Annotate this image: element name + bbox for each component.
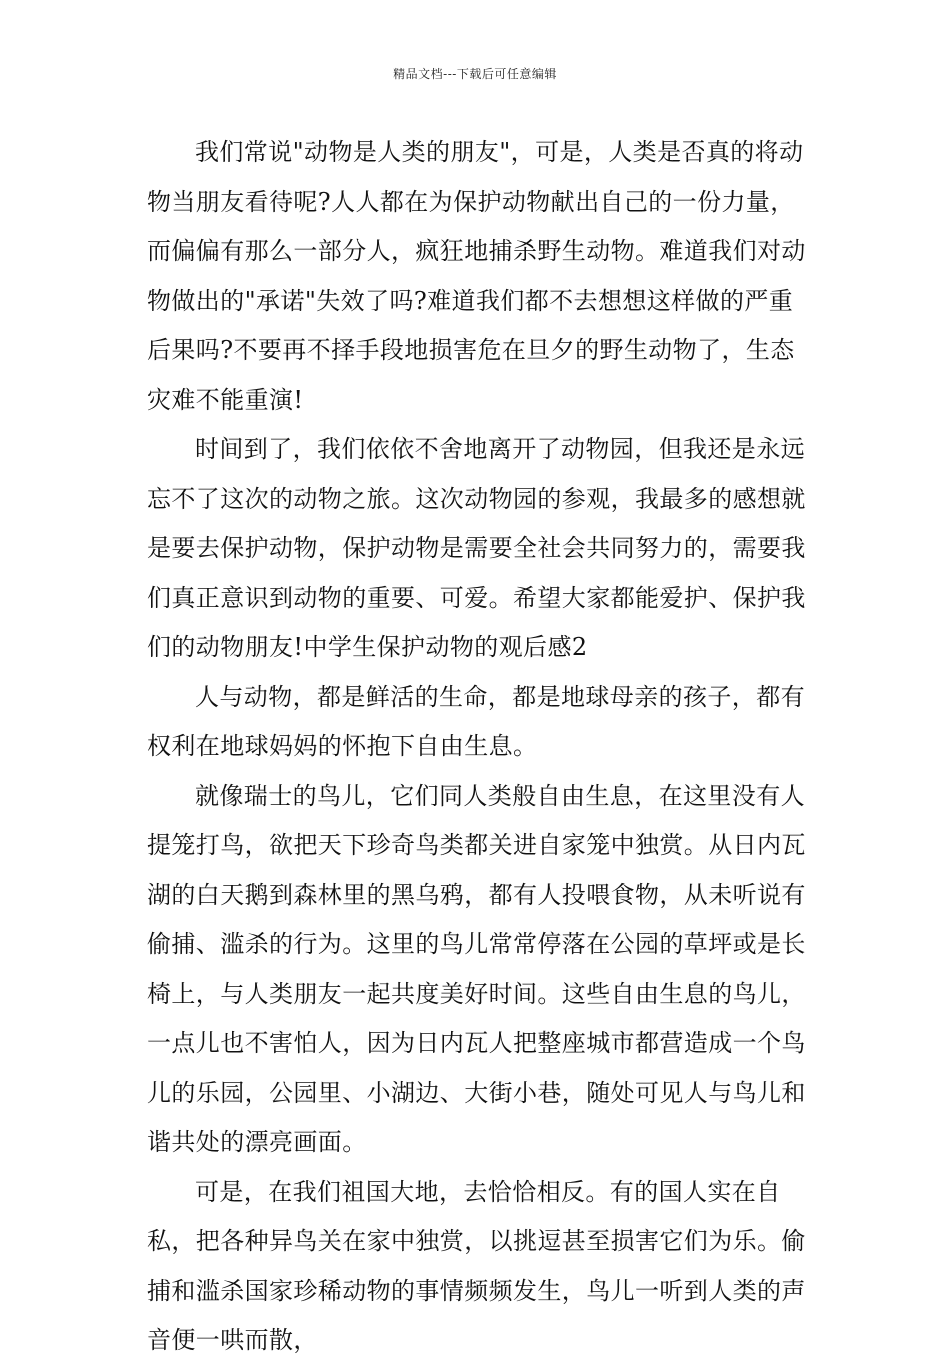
paragraph: 时间到了，我们依依不舍地离开了动物园，但我还是永远忘不了这次的动物之旅。这次动物园的参观，我最多的感想就是要去保护动物，保护动物是需要全社会共同努力的，需要我们真正意识到动物的重要、可爱。希望大家都能爱护、保护我们的动物朋友!中学生保护动物的观后感2 [147,435,806,661]
paragraph: 可是，在我们祖国大地，去恰恰相反。有的国人实在自私，把各种异鸟关在家中独赏，以挑逗甚至损害它们为乐。偷捕和滥杀国家珍稀动物的事情频频发生，鸟儿一听到人类的声音便一哄而散， [147,1177,806,1354]
paragraph: 人与动物，都是鲜活的生命，都是地球母亲的孩子，都有权利在地球妈妈的怀抱下自由生息。 [147,682,805,760]
page-header: 精品文档---下载后可任意编辑 [393,67,557,81]
document-body [147,128,815,1366]
paragraph: 就像瑞士的鸟儿，它们同人类般自由生息，在这里没有人提笼打鸟，欲把天下珍奇鸟类都关进自家笼中独赏。从日内瓦湖的白天鹅到森林里的黑乌鸦，都有人投喂食物，从未听说有偷捕、滥杀的行为。这里的鸟儿常常停落在公园的草坪或是长椅上，与人类朋友一起共度美好时间。这些自由生息的鸟儿，一点儿也不害怕人，因为日内瓦人把整座城市都营造成一个鸟儿的乐园，公园里、小湖边、大街小巷，随处可见人与鸟儿和谐共处的漂亮画面。 [147,781,806,1156]
paragraph: 我们常说"动物是人类的朋友"，可是，人类是否真的将动物当朋友看待呢?人人都在为保护动物献出自己的一份力量，而偏偏有那么一部分人，疯狂地捕杀野生动物。难道我们对动物做出的"承诺"失效了吗?难道我们都不去想想这样做的严重后果吗?不要再不择手段地损害危在旦夕的野生动物了，生态灾难不能重演! [147,138,806,414]
